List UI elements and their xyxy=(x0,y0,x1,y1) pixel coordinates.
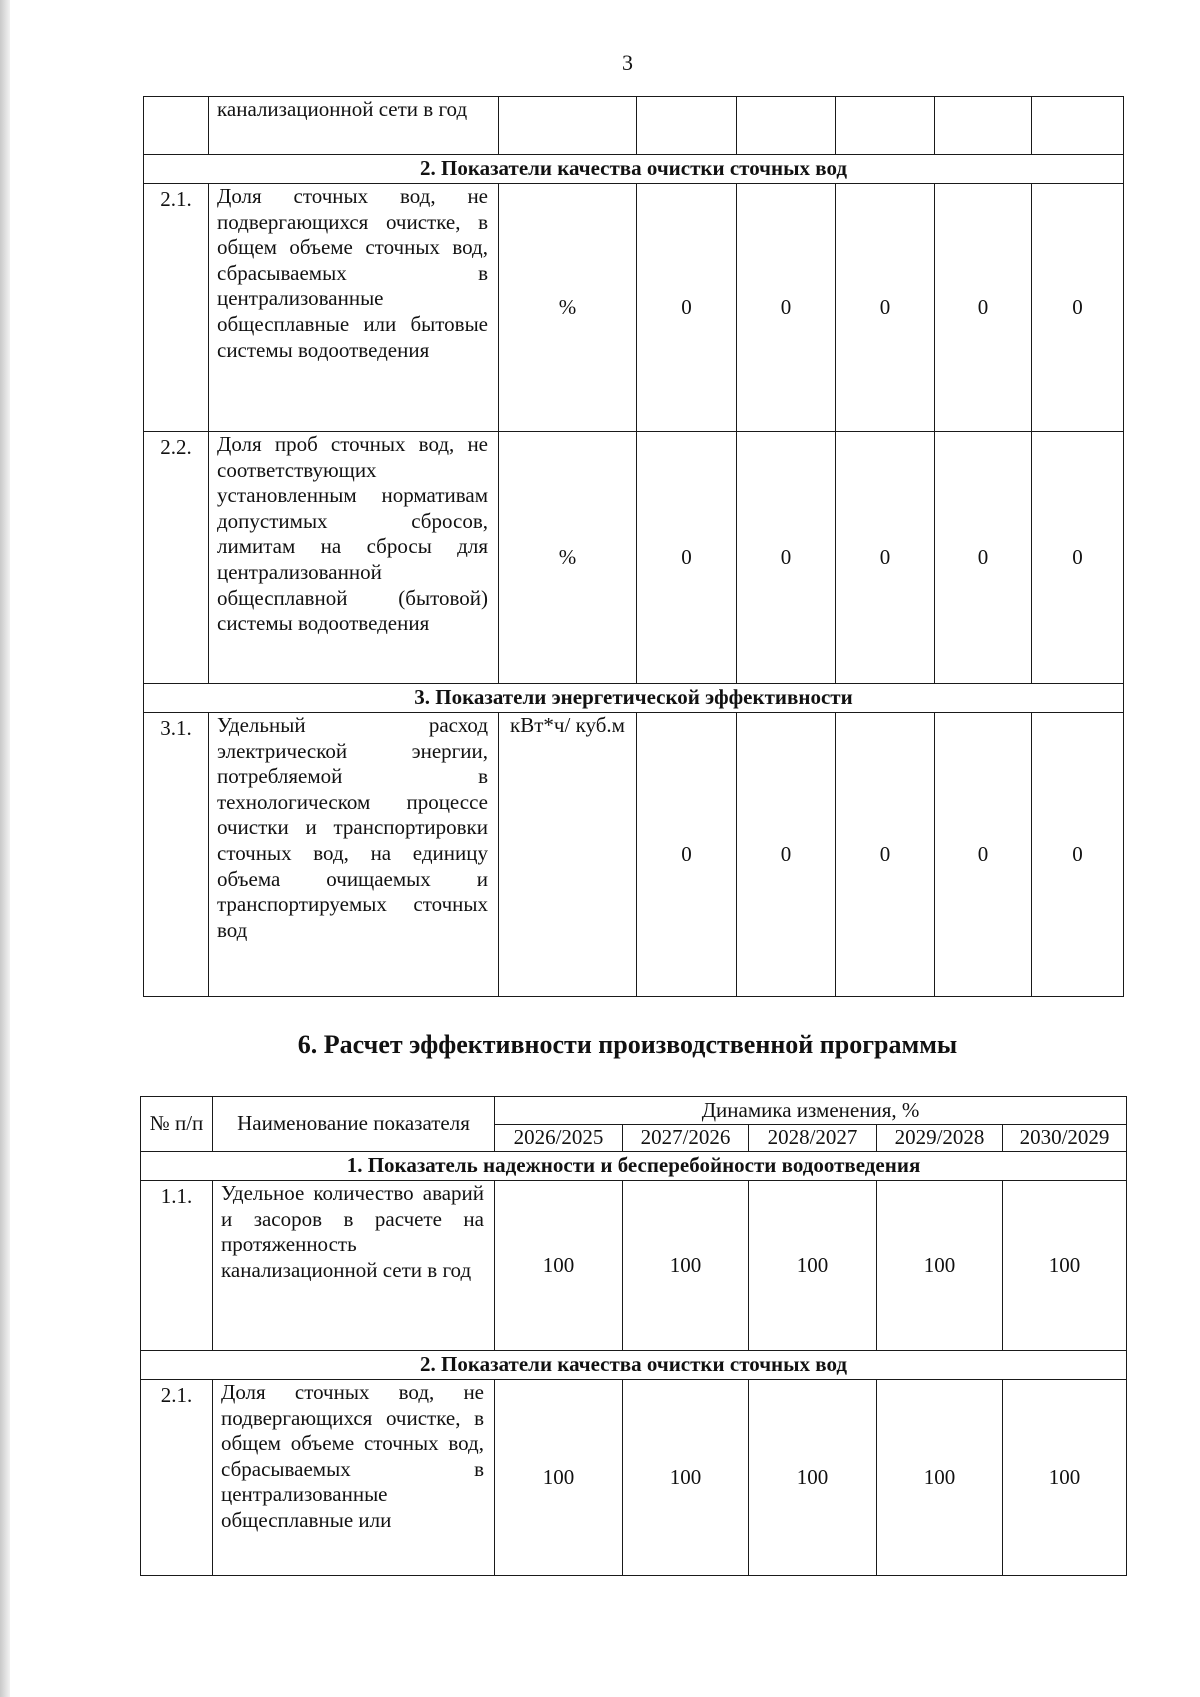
value-cell: 0 xyxy=(1032,184,1124,432)
section-heading: 2. Показатели качества очистки сточных вод xyxy=(141,1351,1127,1380)
table-row xyxy=(141,1181,1127,1351)
section-row xyxy=(144,684,1124,713)
table-row xyxy=(141,1380,1127,1576)
indicator-name: Доля сточных вод, не подвергающихся очистке, в общем объеме сточных вод, сбрасываемых в централизованные общесплавные или бытовые системы водоотведения xyxy=(209,184,499,432)
value-cell: 0 xyxy=(737,184,836,432)
page-number: 3 xyxy=(622,50,633,75)
row-number: 3.1. xyxy=(144,713,209,997)
section-row xyxy=(141,1351,1127,1380)
value-cell: 0 xyxy=(935,184,1032,432)
indicator-name: канализационной сети в год xyxy=(209,97,499,155)
row-number xyxy=(144,97,209,155)
value-cell: 0 xyxy=(637,184,737,432)
indicator-name: Доля проб сточных вод, не соответствующих установленным нормативам допустимых сбросов, лимитам на сбросы для централизованной общесплавной (бытовой) системы водоотведения xyxy=(209,432,499,684)
value-cell: 100 xyxy=(749,1380,877,1576)
scan-edge-shadow xyxy=(0,0,10,1697)
table-row xyxy=(144,432,1124,684)
row-number: 1.1. xyxy=(141,1181,213,1351)
value-cell: 0 xyxy=(836,184,935,432)
value-cell: 0 xyxy=(637,713,737,997)
section-row xyxy=(144,155,1124,184)
value-cell: 100 xyxy=(495,1380,623,1576)
unit-cell: кВт*ч/ куб.м xyxy=(499,713,637,997)
value-cell: 0 xyxy=(935,713,1032,997)
value-cell: 0 xyxy=(836,713,935,997)
value-cell xyxy=(737,97,836,155)
table-row xyxy=(144,713,1124,997)
value-cell: 100 xyxy=(1003,1380,1127,1576)
header-year: 2028/2027 xyxy=(749,1125,877,1152)
header-number: № п/п xyxy=(141,1097,213,1152)
table-row xyxy=(144,97,1124,155)
value-cell xyxy=(1032,97,1124,155)
header-row xyxy=(141,1097,1127,1125)
value-cell: 100 xyxy=(623,1380,749,1576)
header-year: 2030/2029 xyxy=(1003,1125,1127,1152)
section-6-title: 6. Расчет эффективности производственной программы xyxy=(297,1030,958,1059)
value-cell xyxy=(935,97,1032,155)
value-cell: 100 xyxy=(877,1181,1003,1351)
value-cell: 0 xyxy=(1032,713,1124,997)
section-heading: 2. Показатели качества очистки сточных вод xyxy=(144,155,1124,184)
value-cell xyxy=(836,97,935,155)
indicators-table-continued xyxy=(143,96,1124,997)
unit-cell: % xyxy=(499,184,637,432)
value-cell: 100 xyxy=(1003,1181,1127,1351)
header-year: 2026/2025 xyxy=(495,1125,623,1152)
table-row xyxy=(144,184,1124,432)
indicator-name: Удельное количество аварий и засоров в расчете на протяженность канализационной сети в год xyxy=(213,1181,495,1351)
indicator-name: Удельный расход электрической энергии, потребляемой в технологическом процессе очистки и транспортировки сточных вод, на единицу объема очищаемых и транспортируемых сточных вод xyxy=(209,713,499,997)
value-cell: 0 xyxy=(935,432,1032,684)
header-indicator-name: Наименование показателя xyxy=(213,1097,495,1152)
value-cell: 0 xyxy=(1032,432,1124,684)
indicator-name: Доля сточных вод, не подвергающихся очистке, в общем объеме сточных вод, сбрасываемых в централизованные общесплавные или xyxy=(213,1380,495,1576)
efficiency-table xyxy=(140,1096,1127,1576)
value-cell: 100 xyxy=(749,1181,877,1351)
value-cell: 0 xyxy=(737,713,836,997)
value-cell: 0 xyxy=(836,432,935,684)
row-number: 2.1. xyxy=(144,184,209,432)
value-cell: 100 xyxy=(623,1181,749,1351)
value-cell: 100 xyxy=(495,1181,623,1351)
section-heading: 1. Показатель надежности и бесперебойности водоотведения xyxy=(141,1152,1127,1181)
value-cell: 0 xyxy=(637,432,737,684)
unit-cell xyxy=(499,97,637,155)
section-row xyxy=(141,1152,1127,1181)
header-year: 2029/2028 xyxy=(877,1125,1003,1152)
value-cell: 100 xyxy=(877,1380,1003,1576)
row-number: 2.1. xyxy=(141,1380,213,1576)
unit-cell: % xyxy=(499,432,637,684)
row-number: 2.2. xyxy=(144,432,209,684)
header-dynamics: Динамика изменения, % xyxy=(495,1097,1127,1125)
header-year: 2027/2026 xyxy=(623,1125,749,1152)
section-heading: 3. Показатели энергетической эффективности xyxy=(144,684,1124,713)
value-cell: 0 xyxy=(737,432,836,684)
value-cell xyxy=(637,97,737,155)
